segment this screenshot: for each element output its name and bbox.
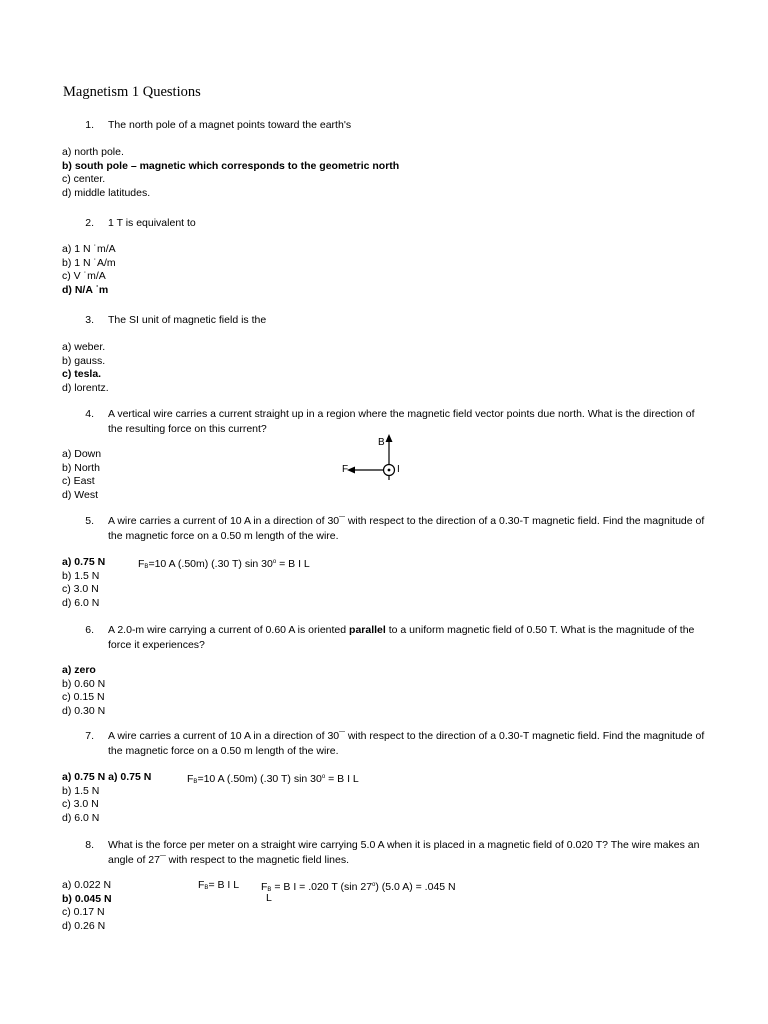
question-number: 3.	[85, 314, 94, 326]
option-a-correct: a) 0.75 N a) 0.75 N	[62, 771, 152, 783]
label-i: I	[397, 464, 400, 475]
emphasis-parallel: parallel	[349, 624, 386, 636]
option-b: b) 1.5 N	[62, 784, 100, 797]
question-text: A wire carries a current of 10 A in a direction of 30¯ with respect to the direction of a 0.30-T magnetic field. Find the magnitude of the magnetic force on a 0.50 m length of the wire.	[108, 515, 705, 542]
option-c: c) 0.15 N	[62, 691, 105, 703]
option-d-correct: d) N/A ˙m	[62, 283, 109, 296]
option-a: a) 1 N ˙m/A	[62, 243, 116, 255]
option-d: d) lorentz.	[62, 381, 109, 394]
worked-solution: $F_B=10$ A (.50m) (.30 T) $\sin 30^o = B$ I L	[138, 558, 310, 570]
current-dot	[388, 469, 391, 472]
option-c: c) 0.17 N	[62, 906, 105, 918]
question-text: A 2.0-m wire carrying a current of 0.60 A is oriented parallel to a uniform magnetic field of 0.50 T. What is the magnitude of the force it experiences?	[108, 624, 695, 651]
answer-options	[62, 146, 399, 200]
option-a: a) Down	[62, 448, 102, 460]
answer-options	[62, 341, 109, 395]
question-number: 2.	[85, 217, 94, 229]
answer-options	[62, 448, 101, 502]
question-number: 8.	[85, 839, 94, 851]
question-text: What is the force per meter on a straight wire carrying 5.0 A when it is placed in a magnetic field of 0.020 T? The wire makes an angle of 27¯ with respect to the magnetic field lines.	[108, 839, 700, 866]
option-c: c) center.	[62, 173, 106, 185]
question-number: 6.	[85, 624, 94, 636]
page-title: Magnetism 1 Questions	[63, 84, 201, 100]
question-text: The SI unit of magnetic field is the	[108, 314, 267, 326]
option-d: d) middle latitudes.	[62, 186, 151, 199]
label-f: F	[342, 464, 349, 475]
question-number: 4.	[85, 408, 94, 420]
option-d: d) 0.30 N	[62, 704, 106, 717]
label-b: B	[378, 437, 385, 448]
question-number: 7.	[85, 730, 94, 742]
answer-options	[62, 664, 105, 718]
option-d: d) 6.0 N	[62, 811, 100, 824]
option-a-correct: a) zero	[62, 664, 96, 676]
option-b: b) gauss.	[62, 354, 106, 367]
fraction-denominator: L	[266, 892, 272, 904]
question-text: 1 T is equivalent to	[108, 217, 196, 229]
option-b-correct: b) south pole – magnetic which corresponds to the geometric north	[62, 159, 400, 172]
answer-options	[62, 879, 112, 933]
option-c: c) East	[62, 475, 95, 487]
question-text: The north pole of a magnet points toward the earth's	[108, 119, 352, 131]
option-b: b) North	[62, 461, 100, 474]
option-a: a) weber.	[62, 341, 106, 353]
option-d: d) West	[62, 488, 98, 501]
option-a-correct: a) 0.75 N	[62, 556, 106, 568]
option-c: c) V ˙m/A	[62, 270, 106, 282]
option-c: c) 3.0 N	[62, 798, 99, 810]
question-text: A wire carries a current of 10 A in a direction of 30¯ with respect to the direction of a 0.30-T magnetic field. Find the magnitude of the magnetic force on a 0.50 m length of the wire.	[108, 730, 705, 757]
option-b-correct: b) 0.045 N	[62, 892, 112, 905]
option-d: d) 0.26 N	[62, 919, 106, 932]
question-text: A vertical wire carries a current straight up in a region where the magnetic field vector points due north. What is the direction of the resulting force on this current?	[108, 408, 695, 435]
option-b: b) 1 N ˙A/m	[62, 256, 116, 269]
option-c: c) 3.0 N	[62, 583, 99, 595]
option-a: a) 0.022 N	[62, 879, 112, 891]
option-a: a) north pole.	[62, 146, 124, 158]
field-arrowhead	[386, 434, 393, 442]
question-number: 5.	[85, 515, 94, 527]
worked-solution: $F_B = B$ I = .020 T (sin 27$^o$) (5.0 A) = .045 N	[261, 881, 456, 893]
worked-solution: $F_B=10$ A (.50m) (.30 T) $\sin 30^o = B$ I L	[187, 773, 359, 785]
option-d: d) 6.0 N	[62, 596, 100, 609]
force-diagram	[336, 432, 416, 497]
option-b: b) 1.5 N	[62, 569, 100, 582]
worked-formula: $F_B= B$ I L	[198, 879, 240, 891]
question-number: 1.	[85, 119, 94, 131]
answer-options	[62, 556, 105, 610]
option-c-correct: c) tesla.	[62, 368, 102, 380]
answer-options	[62, 243, 116, 297]
force-diagram-svg	[336, 432, 416, 492]
option-b: b) 0.60 N	[62, 677, 106, 690]
force-arrowhead	[347, 467, 355, 474]
answer-options	[62, 771, 151, 825]
